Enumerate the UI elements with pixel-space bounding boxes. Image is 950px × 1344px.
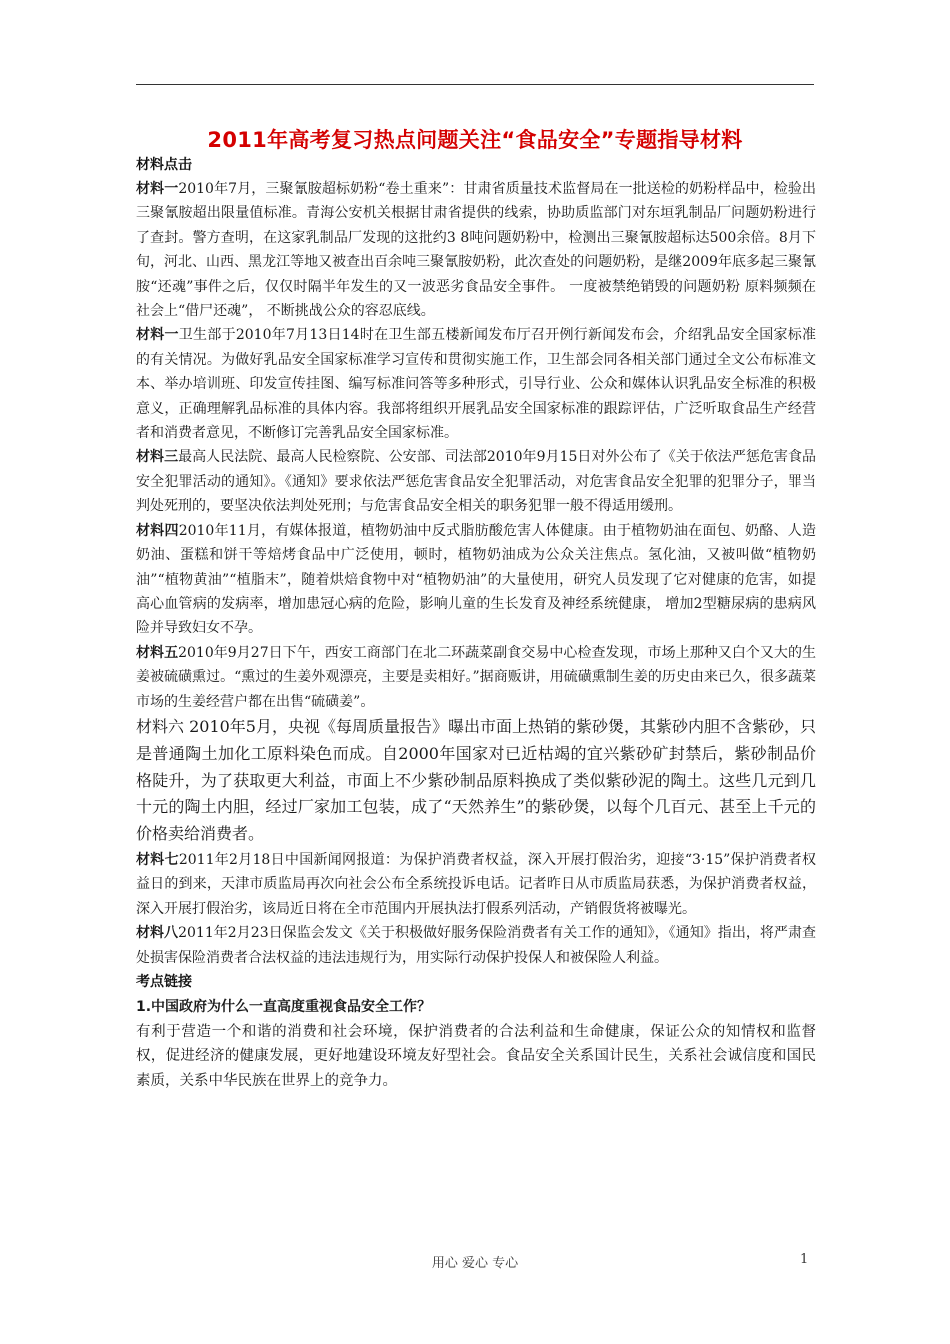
material-text: 材料六 2010年5月，央视《每周质量报告》曝出市面上热销的紫砂煲，其紫砂内胆不含紫砂，只是普通陶土加化工原料染色而成。自2000年国家对已近枯竭的宜兴紫砂矿封禁后，紫砂制品价格陡升，为了获取更大利益，市面上不少紫砂制品原料换成了类似紫砂泥的陶土。这些几元到几十元的陶土内胆，经过厂家加工包装，成了“天然养生”的紫砂煲，以每个几百元、甚至上千元的价格卖给消费者。 (136, 716, 816, 844)
material-paragraph (136, 641, 816, 714)
material-text: 2011年2月18日中国新闻网报道：为保护消费者权益，深入开展打假治劣，迎接“3·15”保护消费者权益日的到来，天津市质监局再次向社会公布全系统投诉电话。记者昨日从市质监局获悉，为保护消费者权益，深入开展打假治劣，该局近日将在全市范围内开展执法打假系列活动，产销假货将被曝光。 (136, 851, 817, 917)
page-footer: 用心 爱心 专心 (431, 1256, 519, 1271)
material-paragraph (136, 177, 816, 323)
material-text: 最高人民法院、最高人民检察院、公安部、司法部2010年9月15日对外公布了《关于依法严惩危害食品安全犯罪活动的通知》。《通知》要求依法严惩危害食品安全犯罪活动，对危害食品安全犯罪的犯罪分子，罪当判处死刑的，要坚决依法判处死刑；与危害食品安全相关的职务犯罪一般不得适用缓刑。 (136, 449, 816, 515)
document-title: 2011年高考复习热点问题关注“食品安全”专题指导材料 (207, 128, 743, 152)
material-text: 2011年2月23日保监会发文《关于积极做好服务保险消费者有关工作的通知》，《通知》指出，将严肃查处损害保险消费者合法权益的违法违规行为，用实际行动保护投保人和被保险人利益。 (136, 925, 816, 966)
material-tag: 材料五 (136, 644, 179, 661)
material-paragraph (136, 921, 816, 970)
material-text: 2010年7月，三聚氰胺超标奶粉“卷土重来”：甘肃省质量技术监督局在一批送检的奶粉样品中，检验出三聚氰胺超出限量值标准。青海公安机关根据甘肃省提供的线索，协助质监部门对东垣乳制品厂问题奶粉进行了查封。警方查明，在这家乳制品厂发现的这批约3 8吨问题奶粉中，检测出三聚氰胺超标达500余倍。8月下旬，河北、山西、黑龙江等地又被查出百余吨三聚氰胺奶粉，此次查处的问题奶粉，是继2009年底多起三聚氰胺“还魂”事件之后，仅仅时隔半年发生的又一波恶劣食品安全事件。 一度被禁绝销毁的问题奶粉 原料频频在社会上“借尸还魂”， 不断挑战公众的容忍底线。 (136, 181, 816, 320)
material-paragraph (136, 519, 816, 641)
material-text: 卫生部于2010年7月13日14时在卫生部五楼新闻发布厅召开例行新闻发布会，介绍乳品安全国家标准的有关情况。为做好乳品安全国家标准学习宣传和贯彻实施工作，卫生部会同各相关部门通过全文公布标准文本、举办培训班、印发宣传挂图、编写标准问答等多种形式，引导行业、公众和媒体认识乳品安全标准的积极意义，正确理解乳品标准的具体内容。我部将组织开展乳品安全国家标准的跟踪评估，广泛听取食品生产经营者和消费者意见，不断修订完善乳品安全国家标准。 (136, 327, 816, 442)
material-tag: 材料一 (136, 181, 179, 197)
material-tag: 材料七 (136, 851, 179, 868)
question-heading: 1.中国政府为什么一直高度重视食品安全工作？ (136, 998, 432, 1015)
material-paragraph (136, 445, 816, 518)
page-number: 1 (800, 1252, 809, 1267)
document-body (136, 153, 816, 1093)
section-heading-links: 考点链接 (136, 973, 192, 990)
material-paragraph (136, 848, 816, 921)
material-tag: 材料一 (136, 327, 179, 344)
material-paragraph (136, 323, 816, 445)
material-tag: 材料三 (136, 449, 179, 466)
answer-paragraph: 有利于营造一个和谐的消费和社会环境，保护消费者的合法利益和生命健康，保证公众的知情权和监督权，促进经济的健康发展，更好地建设环境友好型社会。食品安全关系国计民生，关系社会诚信度和国民素质，关系中华民族在世界上的竞争力。 (136, 1023, 816, 1089)
material-tag: 材料四 (136, 522, 179, 539)
section-heading-materials: 材料点击 (136, 157, 192, 173)
material-tag: 材料八 (136, 925, 179, 942)
material-text: 2010年9月27日下午，西安工商部门在北二环蔬菜副食交易中心检查发现，市场上那种又白个又大的生姜被硫磺熏过。“熏过的生姜外观漂亮，主要是卖相好。”据商贩讲，用硫磺熏制生姜的历史由来已久，很多蔬菜市场的生姜经营户都在出售“硫磺姜”。 (136, 644, 816, 710)
material-text: 2010年11月，有媒体报道，植物奶油中反式脂肪酸危害人体健康。由于植物奶油在面包、奶酪、人造奶油、蛋糕和饼干等焙烤食品中广泛使用，顿时，植物奶油成为公众关注焦点。氢化油，又被叫做“植物奶油”“植物黄油”“植脂末”，随着烘焙食物中对“植物奶油”的大量使用，研究人员发现了它对健康的危害，如提高心血管病的发病率，增加患冠心病的危险，影响儿童的生长发育及神经系统健康， 增加2型糖尿病的患病风险并导致妇女不孕。 (136, 522, 816, 637)
header-rule (136, 84, 814, 85)
material-paragraph (136, 714, 816, 848)
